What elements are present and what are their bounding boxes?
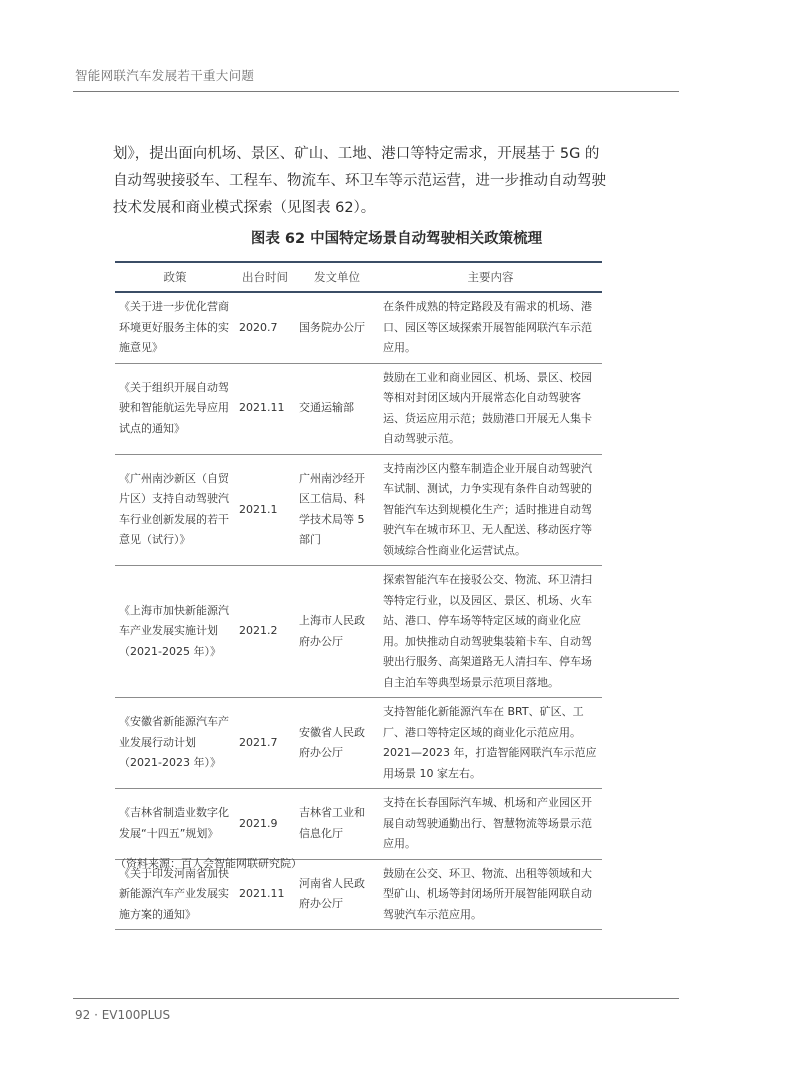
policy-content: 支持在长春国际汽车城、机场和产业园区开展自动驾驶通勤出行、智慧物流等场景示范应用。 <box>379 789 602 860</box>
policy-issuer: 上海市人民政府办公厅 <box>295 566 379 698</box>
table-row <box>115 292 602 363</box>
policy-content: 鼓励在公交、环卫、物流、出租等领域和大型矿山、机场等封闭场所开展智能网联自动驾驶汽车示范应用。 <box>379 859 602 930</box>
policy-issuer: 河南省人民政府办公厅 <box>295 859 379 930</box>
policy-table <box>115 261 602 930</box>
footer-divider <box>73 998 679 999</box>
policy-issuer: 安徽省人民政府办公厅 <box>295 698 379 789</box>
table-row <box>115 698 602 789</box>
column-header-date: 出台时间 <box>235 262 295 292</box>
column-header-content: 主要内容 <box>379 262 602 292</box>
policy-date: 2020.7 <box>235 292 295 363</box>
policy-name: 《广州南沙新区（自贸片区）支持自动驾驶汽车行业创新发展的若干意见（试行）》 <box>115 454 235 566</box>
policy-date: 2021.1 <box>235 454 295 566</box>
policy-issuer: 吉林省工业和信息化厅 <box>295 789 379 860</box>
table-row <box>115 566 602 698</box>
policy-content: 鼓励在工业和商业园区、机场、景区、校园等相对封闭区域内开展常态化自动驾驶客运、货运应用示范；鼓励港口开展无人集卡自动驾驶示范。 <box>379 363 602 454</box>
policy-content: 支持南沙区内整车制造企业开展自动驾驶汽车试制、测试，力争实现有条件自动驾驶的智能汽车达到规模化生产；适时推进自动驾驶汽车在城市环卫、无人配送、移动医疗等领域综合性商业化运营试点。 <box>379 454 602 566</box>
policy-content: 探索智能汽车在接驳公交、物流、环卫清扫等特定行业，以及园区、景区、机场、火车站、港口、停车场等特定区域的商业化应用。加快推动自动驾驶集装箱卡车、自动驾驶出行服务、高架道路无人清扫车、停车场自主泊车等典型场景示范项目落地。 <box>379 566 602 698</box>
table-header-row <box>115 262 602 292</box>
source-note: （资料来源：百人会智能网联研究院） <box>115 857 302 870</box>
policy-name: 《上海市加快新能源汽车产业发展实施计划（2021-2025 年）》 <box>115 566 235 698</box>
policy-name: 《安徽省新能源汽车产业发展行动计划（2021-2023 年）》 <box>115 698 235 789</box>
policy-date: 2021.2 <box>235 566 295 698</box>
policy-name: 《关于印发河南省加快新能源汽车产业发展实施方案的通知》 <box>115 859 235 930</box>
page-folio: 92 · EV100PLUS <box>75 1008 171 1022</box>
body-paragraph: 划》，提出面向机场、景区、矿山、工地、港口等特定需求，开展基于 5G 的自动驾驶接驳车、工程车、物流车、环卫车等示范运营，进一步推动自动驾驶技术发展和商业模式探索（见图表 62）。 <box>113 146 606 216</box>
running-title: 智能网联汽车发展若干重大问题 <box>75 68 255 83</box>
figure-caption: 图表 62 中国特定场景自动驾驶相关政策梳理 <box>250 231 543 247</box>
policy-date: 2021.11 <box>235 363 295 454</box>
policy-date: 2021.7 <box>235 698 295 789</box>
policy-content: 在条件成熟的特定路段及有需求的机场、港口、园区等区域探索开展智能网联汽车示范应用。 <box>379 292 602 363</box>
policy-content: 支持智能化新能源汽车在 BRT、矿区、工厂、港口等特定区域的商业化示范应用。2021—2023 年，打造智能网联汽车示范应用场景 10 家左右。 <box>379 698 602 789</box>
table-row <box>115 454 602 566</box>
policy-name: 《关于进一步优化营商环境更好服务主体的实施意见》 <box>115 292 235 363</box>
policy-issuer: 国务院办公厅 <box>295 292 379 363</box>
policy-name: 《吉林省制造业数字化发展“十四五”规划》 <box>115 789 235 860</box>
policy-issuer: 交通运输部 <box>295 363 379 454</box>
column-header-policy: 政策 <box>115 262 235 292</box>
header-divider <box>73 91 679 92</box>
column-header-issuer: 发文单位 <box>295 262 379 292</box>
table-row <box>115 363 602 454</box>
table-row <box>115 789 602 860</box>
policy-date: 2021.9 <box>235 789 295 860</box>
policy-issuer: 广州南沙经开区工信局、科学技术局等 5 部门 <box>295 454 379 566</box>
policy-name: 《关于组织开展自动驾驶和智能航运先导应用试点的通知》 <box>115 363 235 454</box>
policy-date: 2021.11 <box>235 859 295 930</box>
